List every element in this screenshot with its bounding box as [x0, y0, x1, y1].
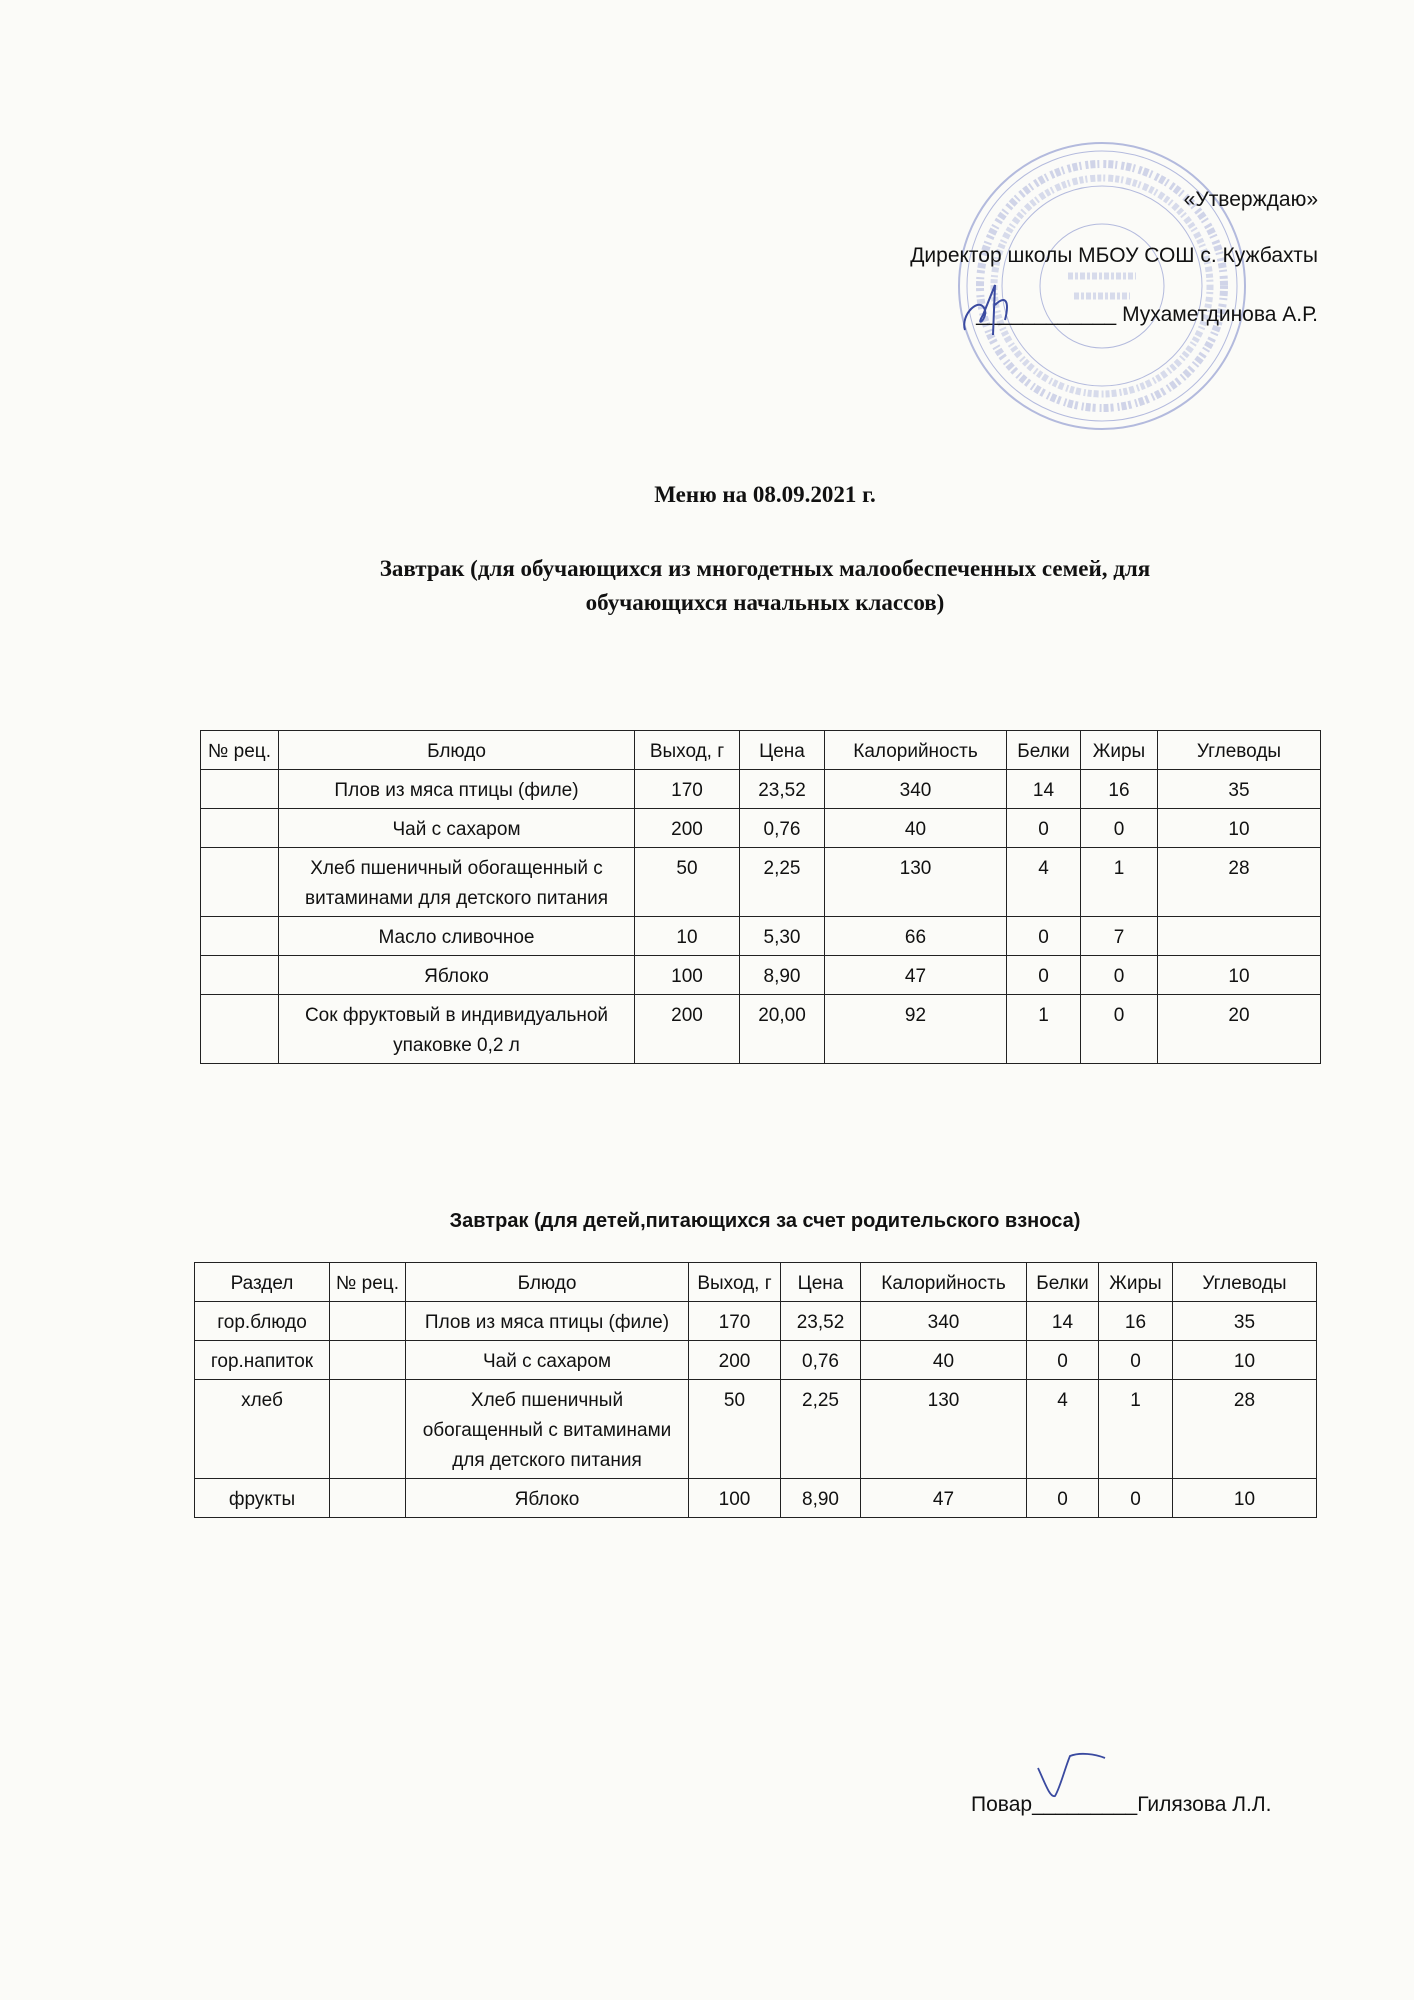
table-cell: 130	[825, 848, 1007, 917]
table-cell: 23,52	[740, 770, 825, 809]
table-row	[195, 1380, 1317, 1479]
table-cell: 16	[1099, 1302, 1173, 1341]
table-cell: 47	[861, 1479, 1027, 1518]
table-cell: 0	[1081, 809, 1158, 848]
dish-cell: Яблоко	[406, 1479, 689, 1518]
column-header: Раздел	[195, 1263, 330, 1302]
table-cell: 0	[1027, 1341, 1099, 1380]
table-row	[195, 1341, 1317, 1380]
table-cell: 40	[861, 1341, 1027, 1380]
table-cell: 100	[635, 956, 740, 995]
table-cell: 340	[861, 1302, 1027, 1341]
table-row	[201, 995, 1321, 1064]
table-cell: 10	[635, 917, 740, 956]
table-cell: 20	[1158, 995, 1321, 1064]
table-cell: 1	[1099, 1380, 1173, 1479]
column-header: Блюдо	[406, 1263, 689, 1302]
column-header: Цена	[740, 731, 825, 770]
table-cell: 340	[825, 770, 1007, 809]
column-header: Углеводы	[1173, 1263, 1317, 1302]
table-cell: 0	[1027, 1479, 1099, 1518]
column-header: Блюдо	[279, 731, 635, 770]
table-cell: 4	[1007, 848, 1081, 917]
table-cell: 200	[635, 809, 740, 848]
menu-table-2	[194, 1262, 1317, 1518]
table-cell: гор.напиток	[195, 1341, 330, 1380]
table-cell: 130	[861, 1380, 1027, 1479]
table-cell: фрукты	[195, 1479, 330, 1518]
dish-cell: Сок фруктовый в индивидуальной упаковке 0,2 л	[279, 995, 635, 1064]
table-row	[201, 809, 1321, 848]
table-cell: 50	[635, 848, 740, 917]
table-cell: 7	[1081, 917, 1158, 956]
cook-label: Повар	[971, 1793, 1033, 1816]
signature-blank: _________	[1032, 1793, 1138, 1816]
table-cell: 0	[1099, 1479, 1173, 1518]
table-cell: 2,25	[781, 1380, 861, 1479]
table-cell: 35	[1173, 1302, 1317, 1341]
cook-name: Гилязова Л.Л.	[1137, 1793, 1272, 1816]
table-cell	[201, 809, 279, 848]
director-signature-line	[976, 303, 1318, 327]
column-header: Выход, г	[689, 1263, 781, 1302]
table-cell: 14	[1007, 770, 1081, 809]
table-cell	[330, 1341, 406, 1380]
column-header: Белки	[1027, 1263, 1099, 1302]
table-cell: 2,25	[740, 848, 825, 917]
table-cell: хлеб	[195, 1380, 330, 1479]
director-name: Мухаметдинова А.Р.	[1122, 303, 1318, 326]
table-cell: 16	[1081, 770, 1158, 809]
table-cell: 66	[825, 917, 1007, 956]
table-cell: 170	[689, 1302, 781, 1341]
dish-cell: Плов из мяса птицы (филе)	[406, 1302, 689, 1341]
director-signature	[955, 280, 1025, 340]
table-cell: 20,00	[740, 995, 825, 1064]
table-cell: 170	[635, 770, 740, 809]
column-header: Цена	[781, 1263, 861, 1302]
table-cell: 0	[1007, 809, 1081, 848]
table-cell: 40	[825, 809, 1007, 848]
table-cell: 1	[1081, 848, 1158, 917]
cook-signature-line	[971, 1793, 1271, 1817]
column-header: № рец.	[330, 1263, 406, 1302]
table-cell: 10	[1158, 809, 1321, 848]
table-row	[201, 848, 1321, 917]
table-row	[195, 1302, 1317, 1341]
table-cell: 47	[825, 956, 1007, 995]
dish-cell: Яблоко	[279, 956, 635, 995]
table-cell	[201, 770, 279, 809]
table-cell: 14	[1027, 1302, 1099, 1341]
dish-cell: Чай с сахаром	[279, 809, 635, 848]
table-row	[201, 770, 1321, 809]
signature-blank: ____________	[976, 303, 1117, 326]
table-cell: 8,90	[740, 956, 825, 995]
table-cell: 28	[1173, 1380, 1317, 1479]
table-cell	[201, 917, 279, 956]
dish-cell: Чай с сахаром	[406, 1341, 689, 1380]
director-position: Директор школы МБОУ СОШ с. Кужбахты	[910, 244, 1318, 267]
column-header: Углеводы	[1158, 731, 1321, 770]
approval-stamp-text: «Утверждаю»	[1183, 188, 1318, 211]
table-header-row	[201, 731, 1321, 770]
table-cell: 200	[689, 1341, 781, 1380]
subtitle-line-2: обучающихся начальных классов)	[585, 590, 945, 615]
cook-signature	[1030, 1748, 1110, 1808]
table-cell: 0	[1007, 956, 1081, 995]
table-cell: 35	[1158, 770, 1321, 809]
table-cell	[330, 1380, 406, 1479]
table-cell	[1158, 917, 1321, 956]
table-cell: 0	[1007, 917, 1081, 956]
dish-cell: Хлеб пшеничный обогащенный с витаминами для детского питания	[406, 1380, 689, 1479]
table-cell: 10	[1173, 1479, 1317, 1518]
table-cell: 0	[1081, 995, 1158, 1064]
menu-table-1	[200, 730, 1321, 1064]
column-header: № рец.	[201, 731, 279, 770]
column-header: Выход, г	[635, 731, 740, 770]
table-cell: 28	[1158, 848, 1321, 917]
table-cell: 10	[1158, 956, 1321, 995]
column-header: Калорийность	[825, 731, 1007, 770]
table-cell: 0,76	[781, 1341, 861, 1380]
table-cell: 0	[1081, 956, 1158, 995]
table-cell	[330, 1302, 406, 1341]
column-header: Жиры	[1099, 1263, 1173, 1302]
table-cell: 23,52	[781, 1302, 861, 1341]
column-header: Калорийность	[861, 1263, 1027, 1302]
column-header: Жиры	[1081, 731, 1158, 770]
table-cell	[330, 1479, 406, 1518]
column-header: Белки	[1007, 731, 1081, 770]
table-cell: 100	[689, 1479, 781, 1518]
table-cell: 0	[1099, 1341, 1173, 1380]
dish-cell: Плов из мяса птицы (филе)	[279, 770, 635, 809]
table-row	[201, 917, 1321, 956]
table-cell: гор.блюдо	[195, 1302, 330, 1341]
table-cell	[201, 848, 279, 917]
page-title: Меню на 08.09.2021 г.	[654, 482, 876, 507]
table-cell: 4	[1027, 1380, 1099, 1479]
table-cell	[201, 956, 279, 995]
table-cell: 0,76	[740, 809, 825, 848]
table-cell: 1	[1007, 995, 1081, 1064]
subtitle-line-1: Завтрак (для обучающихся из многодетных малообеспеченных семей, для	[379, 556, 1151, 581]
table-header-row	[195, 1263, 1317, 1302]
section-heading-2: Завтрак (для детей,питающихся за счет родительского взноса)	[449, 1210, 1081, 1232]
table-cell: 8,90	[781, 1479, 861, 1518]
table-row	[195, 1479, 1317, 1518]
dish-cell: Масло сливочное	[279, 917, 635, 956]
table-cell	[201, 995, 279, 1064]
table-cell: 92	[825, 995, 1007, 1064]
table-cell: 50	[689, 1380, 781, 1479]
table-cell: 5,30	[740, 917, 825, 956]
table-row	[201, 956, 1321, 995]
table-cell: 10	[1173, 1341, 1317, 1380]
table-cell: 200	[635, 995, 740, 1064]
dish-cell: Хлеб пшеничный обогащенный с витаминами для детского питания	[279, 848, 635, 917]
